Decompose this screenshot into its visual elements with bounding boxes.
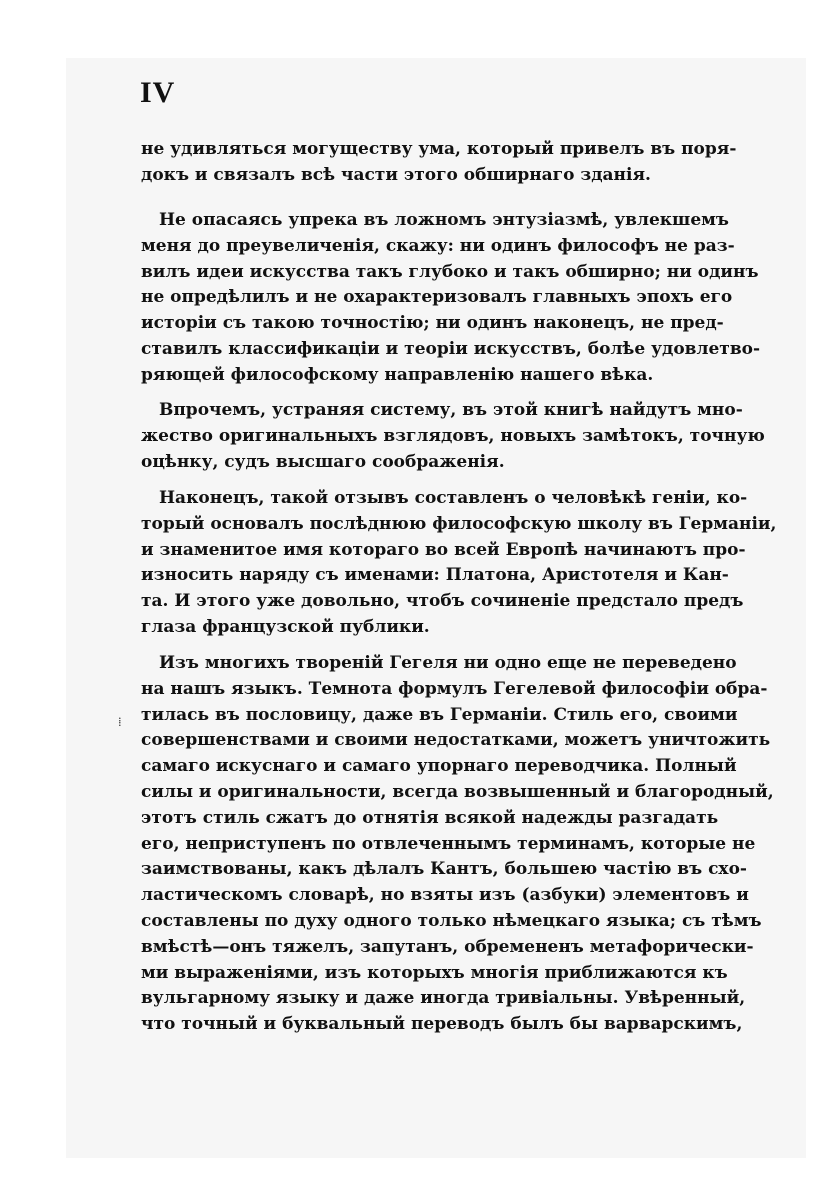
text-line: докъ и связалъ всѣ части этого обширнаго зданія. (141, 164, 651, 185)
text-line: оцѣнку, судъ высшаго соображенія. (141, 451, 505, 472)
text-line: Изъ многихъ твореній Гегеля ни одно еще не переведено (159, 653, 737, 673)
text-line: вульгарному языку и даже иногда тривіальны. Увѣренный, (141, 988, 746, 1009)
text-line: тилась въ пословицу, даже въ Германіи. Стиль его, своими (141, 704, 738, 725)
paragraph-2 (141, 208, 761, 389)
text-line: ми выраженіями, изъ которыхъ многія приближаются къ (141, 962, 728, 983)
paragraph-3 (141, 398, 765, 475)
text-line: меня до преувеличенія, скажу: ни одинъ философъ не раз- (141, 235, 735, 256)
paragraph-4 (141, 486, 777, 641)
text-line: жество оригинальныхъ взглядовъ, новыхъ замѣтокъ, точную (141, 425, 765, 446)
text-line: Впрочемъ, устраняя систему, въ этой книгѣ найдутъ мно- (159, 400, 743, 420)
text-line: износить наряду съ именами: Платона, Аристотеля и Кан- (141, 565, 729, 586)
text-line: не опредѣлилъ и не охарактеризовалъ главныхъ эпохъ его (141, 287, 733, 308)
paragraph-5 (141, 651, 774, 1038)
margin-mark: ⁞ (118, 715, 122, 730)
text-line: ряющей философскому направленію нашего вѣка. (141, 364, 654, 385)
text-line: Наконецъ, такой отзывъ составленъ о человѣкѣ геніи, ко- (159, 488, 748, 508)
text-line: силы и оригинальности, всегда возвышенный и благородный, (141, 781, 774, 802)
text-line: ставилъ классификаціи и теоріи искусствъ, болѣе удовлетво- (141, 338, 761, 359)
text-line: составлены по духу одного только нѣмецкаго языка; съ тѣмъ (141, 910, 762, 931)
text-line: Не опасаясь упрека въ ложномъ энтузіазмѣ, увлекшемъ (159, 210, 729, 230)
text-line: не удивляться могуществу ума, который привелъ въ поря- (141, 139, 737, 159)
text-line: самаго искуснаго и самаго упорнаго переводчика. Полный (141, 756, 737, 777)
text-line: заимствованы, какъ дѣлалъ Кантъ, большею частію въ схо- (141, 859, 747, 880)
paragraph-1 (141, 137, 737, 189)
text-line: что точный и буквальный переводъ былъ бы варварскимъ, (141, 1014, 743, 1035)
page-number: IV (140, 76, 176, 109)
text-line: на нашъ языкъ. Темнота формулъ Гегелевой философіи обра- (141, 678, 768, 699)
text-line: та. И этого уже довольно, чтобъ сочиненіе предстало предъ (141, 591, 744, 612)
text-line: этотъ стиль сжатъ до отнятія всякой надежды разгадать (141, 807, 719, 828)
text-line: вилъ идеи искусства такъ глубоко и такъ обширно; ни одинъ (141, 261, 759, 282)
text-line: вмѣстѣ—онъ тяжелъ, запутанъ, обремененъ метафорически- (141, 936, 754, 957)
text-line: совершенствами и своими недостатками, можетъ уничтожить (141, 730, 771, 751)
text-line: глаза французской публики. (141, 616, 430, 637)
text-line: ластическомъ словарѣ, но взяты изъ (азбуки) элементовъ и (141, 885, 749, 906)
text-line: и знаменитое имя котораго во всей Европѣ начинаютъ про- (141, 539, 746, 560)
text-line: исторіи съ такою точностію; ни одинъ наконецъ, не пред- (141, 313, 724, 334)
text-line: его, неприступенъ по отвлеченнымъ терминамъ, которые не (141, 833, 756, 854)
text-line: торый основалъ послѣднюю философскую школу въ Германіи, (141, 513, 777, 534)
